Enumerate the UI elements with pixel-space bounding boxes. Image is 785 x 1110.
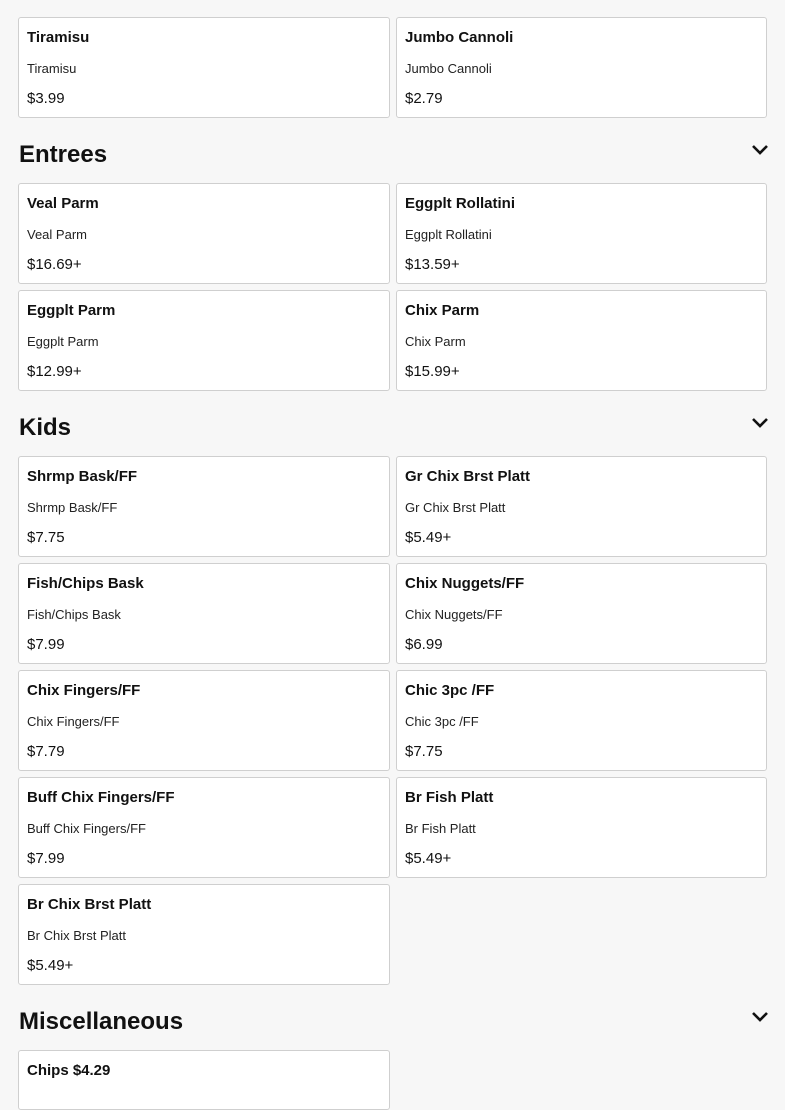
- menu-item-card[interactable]: [18, 183, 390, 284]
- menu-item-card[interactable]: [396, 183, 767, 284]
- item-name: Jumbo Cannoli: [405, 29, 514, 46]
- item-name: Chic 3pc /FF: [405, 682, 495, 699]
- item-name: Chix Fingers/FF: [27, 682, 141, 699]
- item-price: $16.69+: [27, 256, 82, 273]
- item-name: Chips $4.29: [27, 1062, 111, 1079]
- menu-item-card[interactable]: [396, 563, 767, 664]
- item-description: Chix Fingers/FF: [27, 714, 120, 729]
- chevron-down-icon[interactable]: [749, 139, 771, 161]
- item-price: $5.49+: [405, 529, 452, 546]
- item-description: Tiramisu: [27, 61, 77, 76]
- item-price: $13.59+: [405, 256, 460, 273]
- item-price: $15.99+: [405, 363, 460, 380]
- menu-item-card[interactable]: [18, 17, 390, 118]
- item-name: Veal Parm: [27, 195, 99, 212]
- item-name: Shrmp Bask/FF: [27, 468, 138, 485]
- menu-item-card[interactable]: [396, 17, 767, 118]
- item-price: $5.49+: [27, 957, 74, 974]
- item-price: $2.79: [405, 90, 443, 107]
- item-description: Veal Parm: [27, 227, 87, 242]
- item-name: Tiramisu: [27, 29, 90, 46]
- section-title-entrees: Entrees: [19, 141, 108, 168]
- item-name: Br Fish Platt: [405, 789, 494, 806]
- menu-item-card[interactable]: [18, 563, 390, 664]
- menu-item-card[interactable]: [18, 777, 390, 878]
- item-name: Buff Chix Fingers/FF: [27, 789, 175, 806]
- menu-item-card[interactable]: [18, 456, 390, 557]
- item-price: $3.99: [27, 90, 65, 107]
- section-title-kids: Kids: [19, 414, 72, 441]
- menu-item-card[interactable]: [18, 1050, 390, 1110]
- item-description: Eggplt Rollatini: [405, 227, 492, 242]
- menu-item-card[interactable]: [396, 670, 767, 771]
- item-description: Gr Chix Brst Platt: [405, 500, 506, 515]
- menu-item-card[interactable]: [18, 884, 390, 985]
- item-description: Chic 3pc /FF: [405, 714, 479, 729]
- chevron-down-icon[interactable]: [749, 412, 771, 434]
- item-name: Eggplt Parm: [27, 302, 116, 319]
- item-name: Eggplt Rollatini: [405, 195, 515, 212]
- menu-item-card[interactable]: [396, 456, 767, 557]
- item-description: Shrmp Bask/FF: [27, 500, 118, 515]
- item-description: Br Fish Platt: [405, 821, 476, 836]
- menu-item-card[interactable]: [396, 290, 767, 391]
- item-description: Chix Nuggets/FF: [405, 607, 503, 622]
- item-price: $7.99: [27, 636, 65, 653]
- item-description: Buff Chix Fingers/FF: [27, 821, 146, 836]
- item-name: Chix Nuggets/FF: [405, 575, 525, 592]
- item-price: $5.49+: [405, 850, 452, 867]
- item-description: Fish/Chips Bask: [27, 607, 121, 622]
- item-name: Fish/Chips Bask: [27, 575, 144, 592]
- chevron-down-icon[interactable]: [749, 1006, 771, 1028]
- item-price: $7.99: [27, 850, 65, 867]
- item-price: $7.79: [27, 743, 65, 760]
- item-price: $6.99: [405, 636, 443, 653]
- menu-item-card[interactable]: [396, 777, 767, 878]
- item-description: Br Chix Brst Platt: [27, 928, 126, 943]
- item-price: $12.99+: [27, 363, 82, 380]
- item-name: Chix Parm: [405, 302, 480, 319]
- item-description: Jumbo Cannoli: [405, 61, 492, 76]
- item-price: $7.75: [27, 529, 65, 546]
- item-description: Chix Parm: [405, 334, 466, 349]
- item-name: Gr Chix Brst Platt: [405, 468, 531, 485]
- menu-item-card[interactable]: [18, 670, 390, 771]
- item-description: Eggplt Parm: [27, 334, 99, 349]
- item-price: $7.75: [405, 743, 443, 760]
- item-name: Br Chix Brst Platt: [27, 896, 152, 913]
- menu-item-card[interactable]: [18, 290, 390, 391]
- section-title-miscellaneous: Miscellaneous: [19, 1008, 184, 1035]
